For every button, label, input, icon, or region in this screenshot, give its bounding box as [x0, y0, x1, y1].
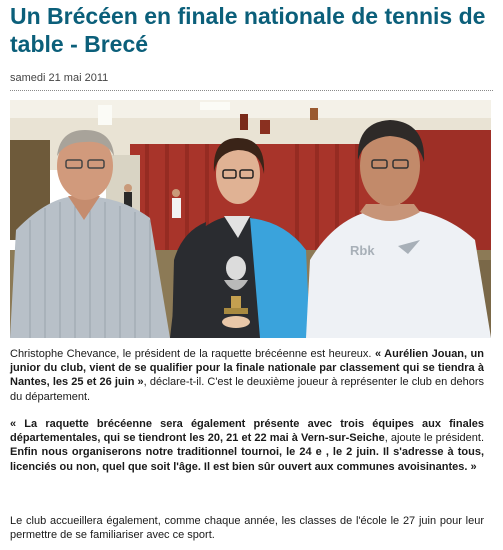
article-date: samedi 21 mai 2011: [10, 72, 109, 84]
paragraph-3-segment: Le club accueillera également, comme chaque année, les classes de l'école le 27 juin pour leur permettre de se familiariser avec ce sport.: [10, 515, 484, 542]
paragraph-2-segment: Enfin nous organiserons notre traditionnel tournoi, le 24 e , le 2 juin. Il s'adresse à tous, licenciés ou non, quel que soit l'âge. Il est bien sûr ouvert aux communes avoisinantes. »: [10, 446, 484, 473]
article-title: Un Brécéen en finale nationale de tennis de table - Brecé: [10, 3, 486, 57]
paragraph-2: [10, 417, 484, 474]
paragraph-1-segment: , déclare-t-il. C'est le deuxième joueur à représenter le club en dehors du département.: [10, 376, 484, 403]
paragraph-2-segment: , ajoute le président.: [384, 432, 484, 445]
paragraph-1-segment: « Aurélien Jouan, un junior du club, vient de se qualifier pour la finale nationale par classement qui se tiendra à Nantes, les 25 et 26 juin »: [10, 348, 484, 389]
paragraph-3: [10, 514, 484, 542]
shirt-logo: Rbk: [350, 243, 375, 258]
paragraph-2-segment: « La raquette brécéenne sera également présente avec trois équipes aux finales départementales, qui se tiendront les 20, 21 et 22 mai à Vern-sur-Seiche: [10, 418, 484, 445]
divider: [10, 90, 493, 91]
article-photo: [10, 100, 491, 338]
paragraph-1-segment: Christophe Chevance, le président de la raquette brécéenne est heureux.: [10, 348, 375, 360]
paragraph-1: [10, 347, 484, 404]
